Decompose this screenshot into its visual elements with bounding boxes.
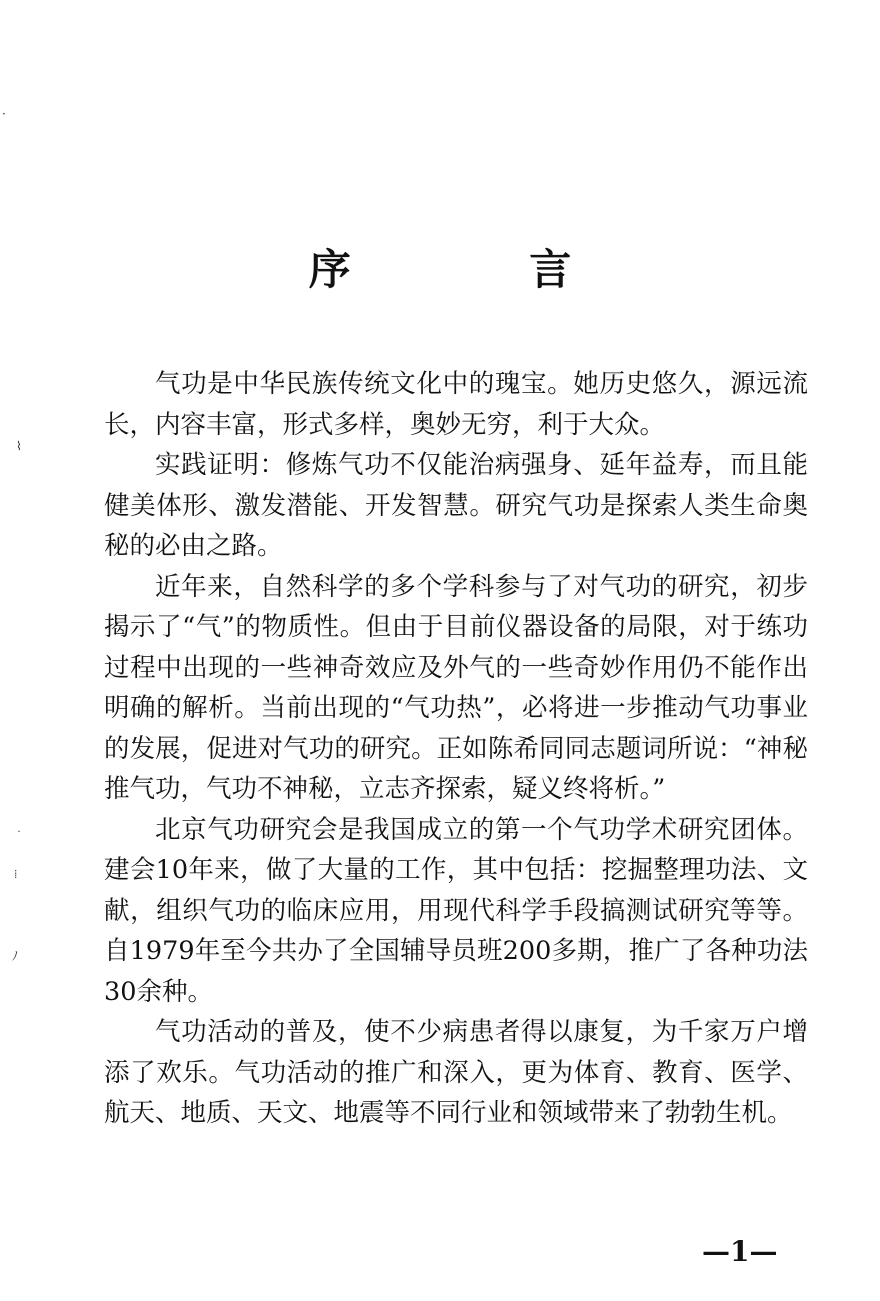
preface-body [104,364,808,1134]
scan-speck: ⌇ [16,439,22,453]
page-title: 序 言 [308,245,654,294]
paragraph: 气功活动的普及，使不少病患者得以康复，为千家万户增添了欢乐。气功活动的推广和深入，更为体育、教育、医学、航天、地质、天文、地震等不同行业和领域带来了勃勃生机。 [104,1017,808,1128]
scan-speck: ﾉ [12,949,19,963]
scan-speck: ˙ [16,829,22,843]
paragraph: 实践证明：修炼气功不仅能治病强身、延年益寿，而且能健美体形、激发潜能、开发智慧。研究气功是探索人类生命奥秘的必由之路。 [104,450,808,561]
paragraph: 北京气功研究会是我国成立的第一个气功学术研究团体。建会10年来，做了大量的工作，其中包括：挖掘整理功法、文献，组织气功的临床应用，用现代科学手段搞测试研究等等。自1979年至今共办了全国辅导员班200多期，推广了各种功法30余种。 [104,814,808,1007]
scan-speck: ⁞ [14,867,18,881]
paragraph: 近年来，自然科学的多个学科参与了对气功的研究，初步揭示了“气”的物质性。但由于目前仪器设备的局限，对于练功过程中出现的一些神奇效应及外气的一些奇妙作用仍不能作出明确的解析。当前出现的“气功热”，必将进一步推动气功事业的发展，促进对气功的研究。正如陈希同同志题词所说：“神秘推气功，气功不神秘，立志齐探索，疑义终将析。” [104,571,808,804]
paragraph: 气功是中华民族传统文化中的瑰宝。她历史悠久，源远流长，内容丰富，形式多样，奥妙无穷，利于大众。 [104,369,808,440]
page-number: —1— [702,1235,778,1268]
scan-speck: · [2,107,6,121]
